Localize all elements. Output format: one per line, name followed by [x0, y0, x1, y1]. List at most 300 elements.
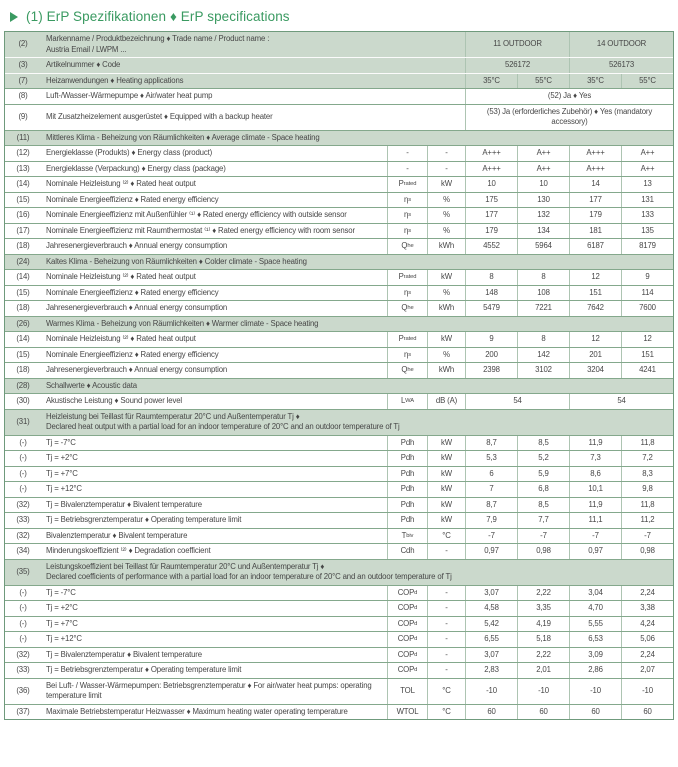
row-value: 151: [621, 348, 673, 363]
row-description-text: Tj = Betriebsgrenztemperatur ♦ Operating temperature limit: [46, 665, 242, 674]
row-number: (14): [16, 272, 30, 281]
row-value: 3204: [569, 363, 621, 378]
section-title: [41, 410, 673, 435]
row-number: (-): [19, 437, 27, 447]
row-value: 8: [465, 270, 517, 285]
row-value: 4,58: [465, 601, 517, 616]
row-unit: kW: [427, 482, 465, 497]
row-description: [41, 177, 387, 192]
row-value: 2,24: [621, 648, 673, 663]
row-number: (31): [16, 416, 30, 426]
row-description: [41, 74, 465, 89]
row-unit: kWh: [427, 363, 465, 378]
row-value: 55°C: [621, 74, 673, 89]
row-value: A++: [621, 146, 673, 161]
row-symbol: P rated: [387, 177, 427, 192]
row-unit: kW: [427, 270, 465, 285]
row-number: (12): [16, 148, 30, 157]
row-value: 3,35: [517, 601, 569, 616]
row-value: 8,7: [465, 436, 517, 451]
table-row: [5, 73, 673, 89]
row-number: (34): [16, 546, 30, 555]
row-value: A+++: [569, 162, 621, 177]
row-number: (16): [16, 210, 30, 219]
section-title-text: Kaltes Klima - Beheizung von Räumlichkeiten ♦ Colder climate - Space heating: [46, 256, 307, 266]
row-number: (18): [16, 241, 30, 250]
row-number: (15): [16, 349, 30, 359]
row-symbol: [387, 436, 427, 451]
row-description-text: Luft-/Wasser-Wärmepumpe ♦ Air/water heat pump: [46, 91, 213, 100]
row-description: [41, 89, 465, 104]
symbol-base: Pdh: [400, 453, 415, 462]
row-description: [41, 193, 387, 208]
row-number: (26): [16, 318, 30, 328]
row-description: [41, 105, 465, 130]
table-row: [5, 647, 673, 663]
row-description: [41, 601, 387, 616]
row-unit: -: [427, 146, 465, 161]
table-row: [5, 631, 673, 647]
row-description: [41, 467, 387, 482]
row-number: (18): [16, 303, 30, 312]
row-value: 55°C: [517, 74, 569, 89]
row-value: 3,07: [465, 586, 517, 601]
row-description: [41, 705, 387, 720]
symbol-base: WTOL: [396, 706, 419, 716]
row-symbol: η s: [387, 286, 427, 301]
row-description-text: Nominale Energieeffizienz mit Außenfühler ⁽¹⁾ ♦ Rated energy efficiency with outside sensor: [46, 210, 347, 219]
row-value: 5,3: [465, 451, 517, 466]
symbol-base: Q: [401, 303, 408, 312]
row-unit: kW: [427, 467, 465, 482]
row-value: 10,1: [569, 482, 621, 497]
row-description: [41, 224, 387, 239]
row-value: 8,6: [569, 467, 621, 482]
row-value: 10: [465, 177, 517, 192]
row-description-text: Energieklasse (Produkts) ♦ Energy class (product): [46, 148, 213, 157]
row-unit: kW: [427, 436, 465, 451]
row-description-text: Tj = +2°C: [46, 603, 78, 612]
row-unit: kWh: [427, 301, 465, 316]
row-value: 151: [569, 286, 621, 301]
row-description: [41, 617, 387, 632]
symbol-base: Q: [401, 365, 408, 374]
section-title-text: Warmes Klima - Beheizung von Räumlichkeiten ♦ Warmer climate - Space heating: [46, 318, 319, 328]
row-value: 9,8: [621, 482, 673, 497]
row-value: 60: [569, 705, 621, 720]
row-unit: %: [427, 224, 465, 239]
row-value: 11 OUTDOOR: [465, 32, 569, 57]
row-description-text: Jahresenergieverbrauch ♦ Annual energy consumption: [46, 365, 228, 374]
row-value: 35°C: [465, 74, 517, 89]
row-value: 526172: [465, 58, 569, 73]
row-description: [41, 498, 387, 513]
row-number: (13): [16, 163, 30, 173]
row-symbol: P rated: [387, 270, 427, 285]
row-description-text: Tj = -7°C: [46, 437, 76, 447]
symbol-base: -: [406, 148, 409, 157]
row-value: 175: [465, 193, 517, 208]
page-title-bar: [0, 0, 678, 31]
row-unit: %: [427, 193, 465, 208]
row-value: 8,3: [621, 467, 673, 482]
row-value: 5,42: [465, 617, 517, 632]
table-row: [5, 192, 673, 208]
row-number: (37): [16, 706, 30, 716]
row-value: 0,97: [465, 544, 517, 559]
row-value: 201: [569, 348, 621, 363]
section-title-text: Mittleres Klima - Beheizung von Räumlichkeiten ♦ Average climate - Space heating: [46, 132, 320, 142]
row-value: 7642: [569, 301, 621, 316]
row-unit: dB (A): [427, 394, 465, 409]
row-number: (3): [18, 60, 28, 69]
row-value: -10: [517, 679, 569, 704]
row-value: -7: [517, 529, 569, 544]
row-symbol: [387, 467, 427, 482]
row-value: 6,53: [569, 632, 621, 647]
row-value: (52) Ja ♦ Yes: [465, 89, 673, 104]
row-description-text: Energieklasse (Verpackung) ♦ Energy class (package): [46, 163, 226, 173]
row-description: [41, 348, 387, 363]
row-value: 114: [621, 286, 673, 301]
table-row: [5, 678, 673, 704]
row-description: [41, 586, 387, 601]
row-number: (-): [19, 587, 27, 597]
row-number: (14): [16, 334, 30, 343]
triangle-bullet-icon: [10, 12, 18, 22]
table-row: [5, 528, 673, 544]
section-row: [5, 316, 673, 332]
row-description: [41, 286, 387, 301]
row-description-text: Heizanwendungen ♦ Heating applications: [46, 75, 184, 85]
row-value: 54: [465, 394, 569, 409]
table-row: [5, 466, 673, 482]
page-title: (1) ErP Spezifikationen ♦ ErP specifications: [26, 9, 290, 24]
row-value: A++: [517, 146, 569, 161]
symbol-base: η: [404, 210, 409, 219]
row-unit: %: [427, 286, 465, 301]
row-value: 7,2: [621, 451, 673, 466]
row-unit: -: [427, 544, 465, 559]
symbol-base: COP: [397, 649, 415, 659]
table-row: [5, 238, 673, 254]
table-row: [5, 104, 673, 130]
row-value: 60: [621, 705, 673, 720]
row-value: 8: [517, 332, 569, 347]
row-symbol: Q he: [387, 239, 427, 254]
row-number: (17): [16, 225, 30, 235]
row-value: 2,22: [517, 586, 569, 601]
row-unit: %: [427, 348, 465, 363]
row-value: 2,24: [621, 586, 673, 601]
row-value: 4,70: [569, 601, 621, 616]
row-value: 2,22: [517, 648, 569, 663]
symbol-base: -: [406, 163, 409, 173]
row-value: -7: [569, 529, 621, 544]
row-value: 6187: [569, 239, 621, 254]
row-value: 7600: [621, 301, 673, 316]
row-unit: °C: [427, 705, 465, 720]
table-row: [5, 88, 673, 104]
section-title: [41, 379, 673, 394]
row-value: 8179: [621, 239, 673, 254]
table-row: [5, 32, 673, 57]
row-value: 35°C: [569, 74, 621, 89]
row-symbol: [387, 679, 427, 704]
row-value: 3,09: [569, 648, 621, 663]
row-number: (32): [16, 499, 30, 509]
row-number: (-): [19, 468, 27, 478]
table-row: [5, 435, 673, 451]
row-description-text: Nominale Heizleistung ⁽²⁾ ♦ Rated heat output: [46, 179, 196, 188]
row-value: 135: [621, 224, 673, 239]
row-value: 8,5: [517, 498, 569, 513]
row-description: [41, 146, 387, 161]
symbol-base: Q: [401, 241, 408, 250]
row-number: (15): [16, 287, 30, 297]
row-description: [41, 663, 387, 678]
row-value: 5964: [517, 239, 569, 254]
row-unit: kW: [427, 332, 465, 347]
row-number: (9): [18, 111, 28, 121]
row-number: (33): [16, 515, 30, 524]
row-value: 7: [465, 482, 517, 497]
symbol-base: P: [398, 179, 404, 188]
row-description: [41, 32, 465, 57]
row-value: 11,9: [569, 436, 621, 451]
row-number: (32): [16, 649, 30, 659]
row-description-text: Nominale Energieeffizienz mit Raumthermostat ⁽¹⁾ ♦ Rated energy efficiency with room sensor: [46, 225, 355, 235]
row-value: A+++: [465, 146, 517, 161]
row-symbol: COP d: [387, 617, 427, 632]
row-number: (32): [16, 530, 30, 540]
row-value: 60: [517, 705, 569, 720]
row-number: (33): [16, 665, 30, 674]
row-unit: -: [427, 632, 465, 647]
symbol-base: COP: [397, 665, 415, 674]
row-description-text: Tj = Bivalenztemperatur ♦ Bivalent temperature: [46, 649, 202, 659]
symbol-base: COP: [397, 618, 415, 628]
symbol-base: η: [404, 349, 409, 359]
row-value: 11,2: [621, 513, 673, 528]
row-symbol: [387, 482, 427, 497]
row-value: 132: [517, 208, 569, 223]
row-value: 5,06: [621, 632, 673, 647]
row-unit: °C: [427, 529, 465, 544]
row-value: 12: [569, 270, 621, 285]
row-symbol: COP d: [387, 586, 427, 601]
row-value: 3,04: [569, 586, 621, 601]
row-symbol: [387, 498, 427, 513]
row-unit: -: [427, 648, 465, 663]
row-description-text: Mit Zusatzheizelement ausgerüstet ♦ Equipped with a backup heater: [46, 111, 273, 121]
row-value: 11,8: [621, 436, 673, 451]
row-unit: -: [427, 601, 465, 616]
row-symbol: COP d: [387, 632, 427, 647]
row-symbol: Q he: [387, 363, 427, 378]
row-description-text: Maximale Betriebstemperatur Heizwasser ♦ Maximum heating water operating temperature: [46, 706, 348, 716]
row-description: [41, 270, 387, 285]
table-row: [5, 207, 673, 223]
row-unit: kW: [427, 451, 465, 466]
table-row: [5, 662, 673, 678]
symbol-base: η: [404, 287, 409, 297]
row-value: 5479: [465, 301, 517, 316]
row-value: 181: [569, 224, 621, 239]
row-number: (-): [19, 453, 27, 462]
row-value: 11,9: [569, 498, 621, 513]
row-number: (-): [19, 618, 27, 628]
table-row: [5, 176, 673, 192]
row-value: 8,7: [465, 498, 517, 513]
row-symbol: [387, 705, 427, 720]
symbol-base: P: [398, 334, 404, 343]
row-value: -7: [621, 529, 673, 544]
row-symbol: [387, 146, 427, 161]
row-description-text: Jahresenergieverbrauch ♦ Annual energy consumption: [46, 241, 228, 250]
table-row: [5, 497, 673, 513]
row-symbol: L WA: [387, 394, 427, 409]
row-value: 134: [517, 224, 569, 239]
symbol-base: Pdh: [400, 499, 415, 509]
row-value: 177: [465, 208, 517, 223]
row-description: [41, 436, 387, 451]
row-value: 142: [517, 348, 569, 363]
row-value: 4,19: [517, 617, 569, 632]
row-number: (7): [18, 75, 28, 85]
row-value: 131: [621, 193, 673, 208]
row-value: 5,2: [517, 451, 569, 466]
row-value: 200: [465, 348, 517, 363]
symbol-base: TOL: [400, 685, 415, 695]
row-value: 7,7: [517, 513, 569, 528]
row-value: A+++: [465, 162, 517, 177]
row-number: (11): [16, 132, 30, 142]
row-value: A+++: [569, 146, 621, 161]
row-description: [41, 513, 387, 528]
row-description-text: Tj = -7°C: [46, 587, 76, 597]
row-description-text: Tj = +2°C: [46, 453, 78, 462]
row-value: 177: [569, 193, 621, 208]
row-symbol: T biv: [387, 529, 427, 544]
row-symbol: η s: [387, 224, 427, 239]
row-description: [41, 363, 387, 378]
row-value: -10: [569, 679, 621, 704]
row-description: [41, 239, 387, 254]
table-row: [5, 600, 673, 616]
section-title: [41, 317, 673, 332]
row-value: 6,55: [465, 632, 517, 647]
row-symbol: [387, 544, 427, 559]
section-title: [41, 131, 673, 146]
row-value: 10: [517, 177, 569, 192]
row-number: (36): [16, 685, 30, 695]
row-number: (14): [16, 179, 30, 188]
row-number: (-): [19, 484, 27, 493]
row-value: 9: [465, 332, 517, 347]
symbol-base: COP: [397, 634, 415, 643]
row-value: -10: [465, 679, 517, 704]
row-description-text: Tj = +12°C: [46, 484, 82, 493]
section-title-text: Leistungskoeffizient bei Teillast für Raumtemperatur 20°C und Außentemperatur Tj ♦ Declared coefficients of performance with a partial load for an indoor temperature of 20°C and an outdoor temperature of Tj: [46, 561, 452, 581]
row-description: [41, 332, 387, 347]
section-row: [5, 254, 673, 270]
row-description-text: Tj = Bivalenztemperatur ♦ Bivalent temperature: [46, 499, 202, 509]
row-description: [41, 482, 387, 497]
table-row: [5, 331, 673, 347]
symbol-base: Pdh: [400, 515, 415, 524]
table-row: [5, 285, 673, 301]
row-value: 130: [517, 193, 569, 208]
row-description-text: Minderungskoeffizient ⁽²⁾ ♦ Degradation coefficient: [46, 546, 211, 555]
row-value: -10: [621, 679, 673, 704]
row-value: 2,07: [621, 663, 673, 678]
row-value: 108: [517, 286, 569, 301]
table-row: [5, 393, 673, 409]
row-value: 526173: [569, 58, 673, 73]
row-description-text: Artikelnummer ♦ Code: [46, 60, 121, 69]
row-value: 12: [569, 332, 621, 347]
row-description-text: Nominale Energieeffizienz ♦ Rated energy efficiency: [46, 287, 219, 297]
row-value: 6: [465, 467, 517, 482]
table-row: [5, 145, 673, 161]
row-value: 8: [517, 270, 569, 285]
row-value: 3102: [517, 363, 569, 378]
table-row: [5, 223, 673, 239]
row-unit: °C: [427, 679, 465, 704]
table-row: [5, 481, 673, 497]
row-value: 4241: [621, 363, 673, 378]
row-unit: kW: [427, 498, 465, 513]
symbol-base: P: [398, 272, 404, 281]
row-symbol: η s: [387, 348, 427, 363]
row-symbol: COP d: [387, 601, 427, 616]
row-value: 5,9: [517, 467, 569, 482]
table-row: [5, 704, 673, 720]
row-description: [41, 451, 387, 466]
row-number: (8): [18, 91, 28, 100]
symbol-base: Pdh: [400, 484, 415, 493]
row-symbol: [387, 451, 427, 466]
row-unit: kW: [427, 513, 465, 528]
table-row: [5, 57, 673, 73]
row-value: 2,01: [517, 663, 569, 678]
row-value: 5,55: [569, 617, 621, 632]
row-symbol: P rated: [387, 332, 427, 347]
row-value: 12: [621, 332, 673, 347]
row-description-text: Tj = +7°C: [46, 618, 78, 628]
symbol-base: η: [404, 194, 409, 204]
section-title-text: Schallwerte ♦ Acoustic data: [46, 380, 137, 390]
row-value: 2,83: [465, 663, 517, 678]
row-value: 179: [569, 208, 621, 223]
row-value: 2,86: [569, 663, 621, 678]
row-value: 4,24: [621, 617, 673, 632]
table-row: [5, 347, 673, 363]
symbol-base: Pdh: [400, 468, 415, 478]
row-number: (35): [16, 566, 30, 576]
table-row: [5, 512, 673, 528]
row-number: (28): [16, 380, 30, 390]
symbol-base: Pdh: [400, 437, 415, 447]
row-description-text: Tj = +12°C: [46, 634, 82, 643]
row-number: (24): [16, 256, 30, 266]
row-number: (30): [16, 396, 30, 405]
row-number: (15): [16, 194, 30, 204]
row-value: 7221: [517, 301, 569, 316]
table-row: [5, 585, 673, 601]
row-symbol: Q he: [387, 301, 427, 316]
